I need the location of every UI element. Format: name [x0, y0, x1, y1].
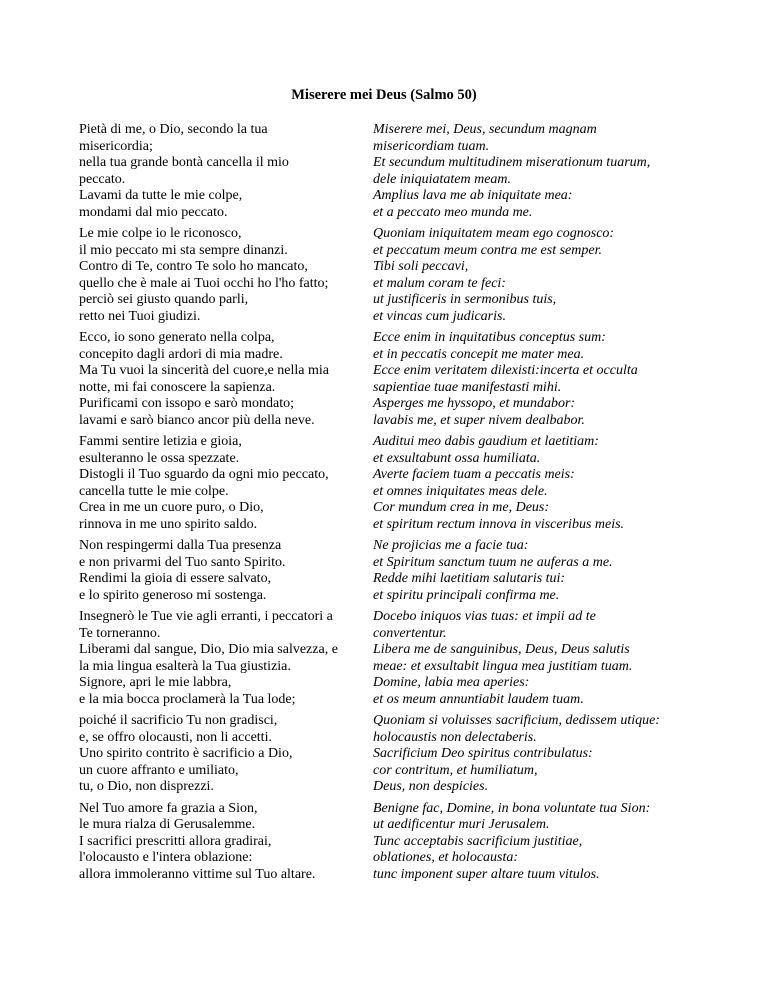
latin-line: Miserere mei, Deus, secundum magnam	[373, 122, 597, 137]
latin-line: lavabis me, et super nivem dealbabor.	[373, 412, 585, 428]
stanza	[79, 226, 719, 325]
italian-line: rinnova in me uno spirito saldo.	[79, 516, 258, 532]
latin-line: et exsultabunt ossa humiliata.	[373, 450, 541, 466]
stanza	[79, 713, 719, 796]
italian-line: Pietà di me, o Dio, secondo la tua	[79, 122, 268, 137]
latin-verse	[373, 226, 719, 325]
latin-line: ut aedificentur muri Jerusalem.	[373, 817, 550, 832]
latin-line: Quoniam iniquitatem meam ego cognosco:	[373, 226, 615, 241]
italian-line: poiché il sacrificio Tu non gradisci,	[79, 713, 278, 728]
stanza	[79, 538, 719, 604]
italian-verse	[79, 226, 373, 325]
latin-line: Benigne fac, Domine, in bona voluntate tua Sion:	[373, 800, 651, 816]
stanza	[79, 122, 719, 221]
latin-line: et malum coram te feci:	[373, 275, 506, 291]
italian-line: e non privarmi del Tuo santo Spirito.	[79, 554, 286, 570]
italian-line: l'olocausto e l'intera oblazione:	[79, 850, 253, 865]
italian-line: perciò sei giusto quando parli,	[79, 292, 249, 307]
italian-line: Ecco, io sono generato nella colpa,	[79, 330, 275, 345]
latin-line: tunc imponent super altare tuum vitulos.	[373, 866, 600, 882]
latin-line: Asperges me hyssopo, et mundabor:	[373, 396, 576, 411]
italian-verse	[79, 538, 373, 604]
latin-verse	[373, 801, 719, 884]
latin-line: convertentur.	[373, 625, 447, 641]
italian-line: Nel Tuo amore fa grazia a Sion,	[79, 800, 258, 816]
latin-line: Amplius lava me ab iniquitate mea:	[373, 188, 573, 203]
latin-line: et os meum annuntiabit laudem tuam.	[373, 691, 584, 707]
italian-line: tu, o Dio, non disprezzi.	[79, 779, 214, 794]
latin-line: Deus, non despicies.	[373, 779, 489, 794]
latin-line: misericordiam tuam.	[373, 138, 490, 154]
latin-line: et a peccato meo munda me.	[373, 204, 533, 220]
italian-line: Lavami da tutte le mie colpe,	[79, 188, 243, 203]
italian-verse	[79, 609, 373, 708]
italian-line: misericordia;	[79, 138, 153, 154]
italian-line: lavami e sarò bianco ancor più della neve.	[79, 412, 315, 428]
latin-verse	[373, 330, 719, 429]
latin-line: et in peccatis concepit me mater mea.	[373, 346, 585, 362]
latin-line: Et secundum multitudinem miserationum tuarum,	[373, 155, 651, 170]
italian-verse	[79, 713, 373, 796]
italian-line: Distogli il Tuo sguardo da ogni mio peccato,	[79, 467, 329, 482]
latin-line: Docebo iniquos vias tuas: et impii ad te	[373, 609, 596, 624]
italian-line: Insegnerò le Tue vie agli erranti, i peccatori a	[79, 609, 333, 624]
latin-line: Libera me de sanguinibus, Deus, Deus salutis	[373, 642, 630, 657]
latin-verse	[373, 122, 719, 221]
latin-line: et spiritum rectum innova in visceribus meis.	[373, 516, 625, 532]
latin-line: Tunc acceptabis sacrificium justitiae,	[373, 833, 583, 849]
italian-verse	[79, 801, 373, 884]
italian-line: allora immoleranno vittime sul Tuo altare.	[79, 866, 316, 882]
latin-line: et Spiritum sanctum tuum ne auferas a me.	[373, 554, 613, 570]
stanza	[79, 801, 719, 884]
latin-line: oblationes, et holocausta:	[373, 850, 519, 865]
latin-verse	[373, 713, 719, 796]
italian-line: la mia lingua esalterà la Tua giustizia.	[79, 658, 291, 674]
latin-line: Tibi soli peccavi,	[373, 259, 469, 274]
italian-line: Non respingermi dalla Tua presenza	[79, 538, 282, 553]
italian-line: peccato.	[79, 171, 126, 187]
latin-line: Redde mihi laetitiam salutaris tui:	[373, 571, 566, 586]
italian-line: un cuore affranto e umiliato,	[79, 762, 239, 778]
latin-line: et vincas cum judicaris.	[373, 308, 506, 324]
psalm-text	[79, 122, 719, 888]
latin-line: cor contritum, et humiliatum,	[373, 762, 538, 778]
stanza	[79, 609, 719, 708]
latin-line: Averte faciem tuam a peccatis meis:	[373, 467, 575, 482]
italian-line: Uno spirito contrito è sacrificio a Dio,	[79, 746, 293, 761]
latin-line: Cor mundum crea in me, Deus:	[373, 500, 550, 515]
italian-line: Fammi sentire letizia e gioia,	[79, 434, 242, 449]
italian-line: cancella tutte le mie colpe.	[79, 483, 229, 499]
latin-line: Domine, labia mea aperies:	[373, 675, 530, 690]
stanza	[79, 330, 719, 429]
italian-line: le mura rialza di Gerusalemme.	[79, 817, 256, 832]
italian-line: e, se offro olocausti, non li accetti.	[79, 729, 272, 745]
latin-line: et spiritu principali confirma me.	[373, 587, 560, 603]
italian-line: esulteranno le ossa spezzate.	[79, 450, 240, 466]
page-title: Miserere mei Deus (Salmo 50)	[291, 87, 477, 103]
italian-line: I sacrifici prescritti allora gradirai,	[79, 833, 272, 849]
latin-line: Ecce enim veritatem dilexisti:incerta et occulta	[373, 363, 638, 378]
italian-line: Ma Tu vuoi la sincerità del cuore,e nella mia	[79, 363, 329, 378]
italian-line: concepito dagli ardori di mia madre.	[79, 346, 283, 362]
latin-verse	[373, 609, 719, 708]
italian-line: Contro di Te, contro Te solo ho mancato,	[79, 259, 308, 274]
italian-verse	[79, 330, 373, 429]
latin-verse	[373, 538, 719, 604]
latin-line: Quoniam si voluisses sacrificium, dedissem utique:	[373, 713, 660, 728]
italian-line: Signore, apri le mie labbra,	[79, 675, 232, 690]
latin-line: Auditui meo dabis gaudium et laetitiam:	[373, 434, 599, 449]
latin-line: holocaustis non delectaberis.	[373, 729, 537, 745]
italian-line: nella tua grande bontà cancella il mio	[79, 155, 289, 170]
italian-line: quello che è male ai Tuoi occhi ho l'ho fatto;	[79, 275, 329, 291]
italian-line: notte, mi fai conoscere la sapienza.	[79, 379, 276, 395]
latin-line: Sacrificium Deo spiritus contribulatus:	[373, 746, 593, 761]
latin-line: Ne projicias me a facie tua:	[373, 538, 529, 553]
latin-verse	[373, 434, 719, 533]
italian-line: Crea in me un cuore puro, o Dio,	[79, 500, 264, 515]
italian-line: Le mie colpe io le riconosco,	[79, 226, 242, 241]
italian-line: Purificami con issopo e sarò mondato;	[79, 396, 295, 411]
stanza	[79, 434, 719, 533]
latin-line: dele iniquiatatem meam.	[373, 171, 512, 187]
italian-line: il mio peccato mi sta sempre dinanzi.	[79, 242, 288, 258]
italian-line: e la mia bocca proclamerà la Tua lode;	[79, 691, 296, 707]
italian-verse	[79, 434, 373, 533]
italian-line: Te torneranno.	[79, 625, 161, 641]
latin-line: et peccatum meum contra me est semper.	[373, 242, 602, 258]
latin-line: sapientiae tuae manifestasti mihi.	[373, 379, 562, 395]
italian-line: retto nei Tuoi giudizi.	[79, 308, 201, 324]
latin-line: et omnes iniquitates meas dele.	[373, 483, 548, 499]
italian-line: e lo spirito generoso mi sostenga.	[79, 587, 267, 603]
italian-line: Rendimi la gioia di essere salvato,	[79, 571, 272, 586]
latin-line: Ecce enim in inquitatibus conceptus sum:	[373, 330, 606, 345]
italian-verse	[79, 122, 373, 221]
latin-line: meae: et exsultabit lingua mea justitiam tuam.	[373, 658, 633, 674]
latin-line: ut justificeris in sermonibus tuis,	[373, 292, 557, 307]
italian-line: Liberami dal sangue, Dio, Dio mia salvezza, e	[79, 642, 338, 657]
italian-line: mondami dal mio peccato.	[79, 204, 228, 220]
